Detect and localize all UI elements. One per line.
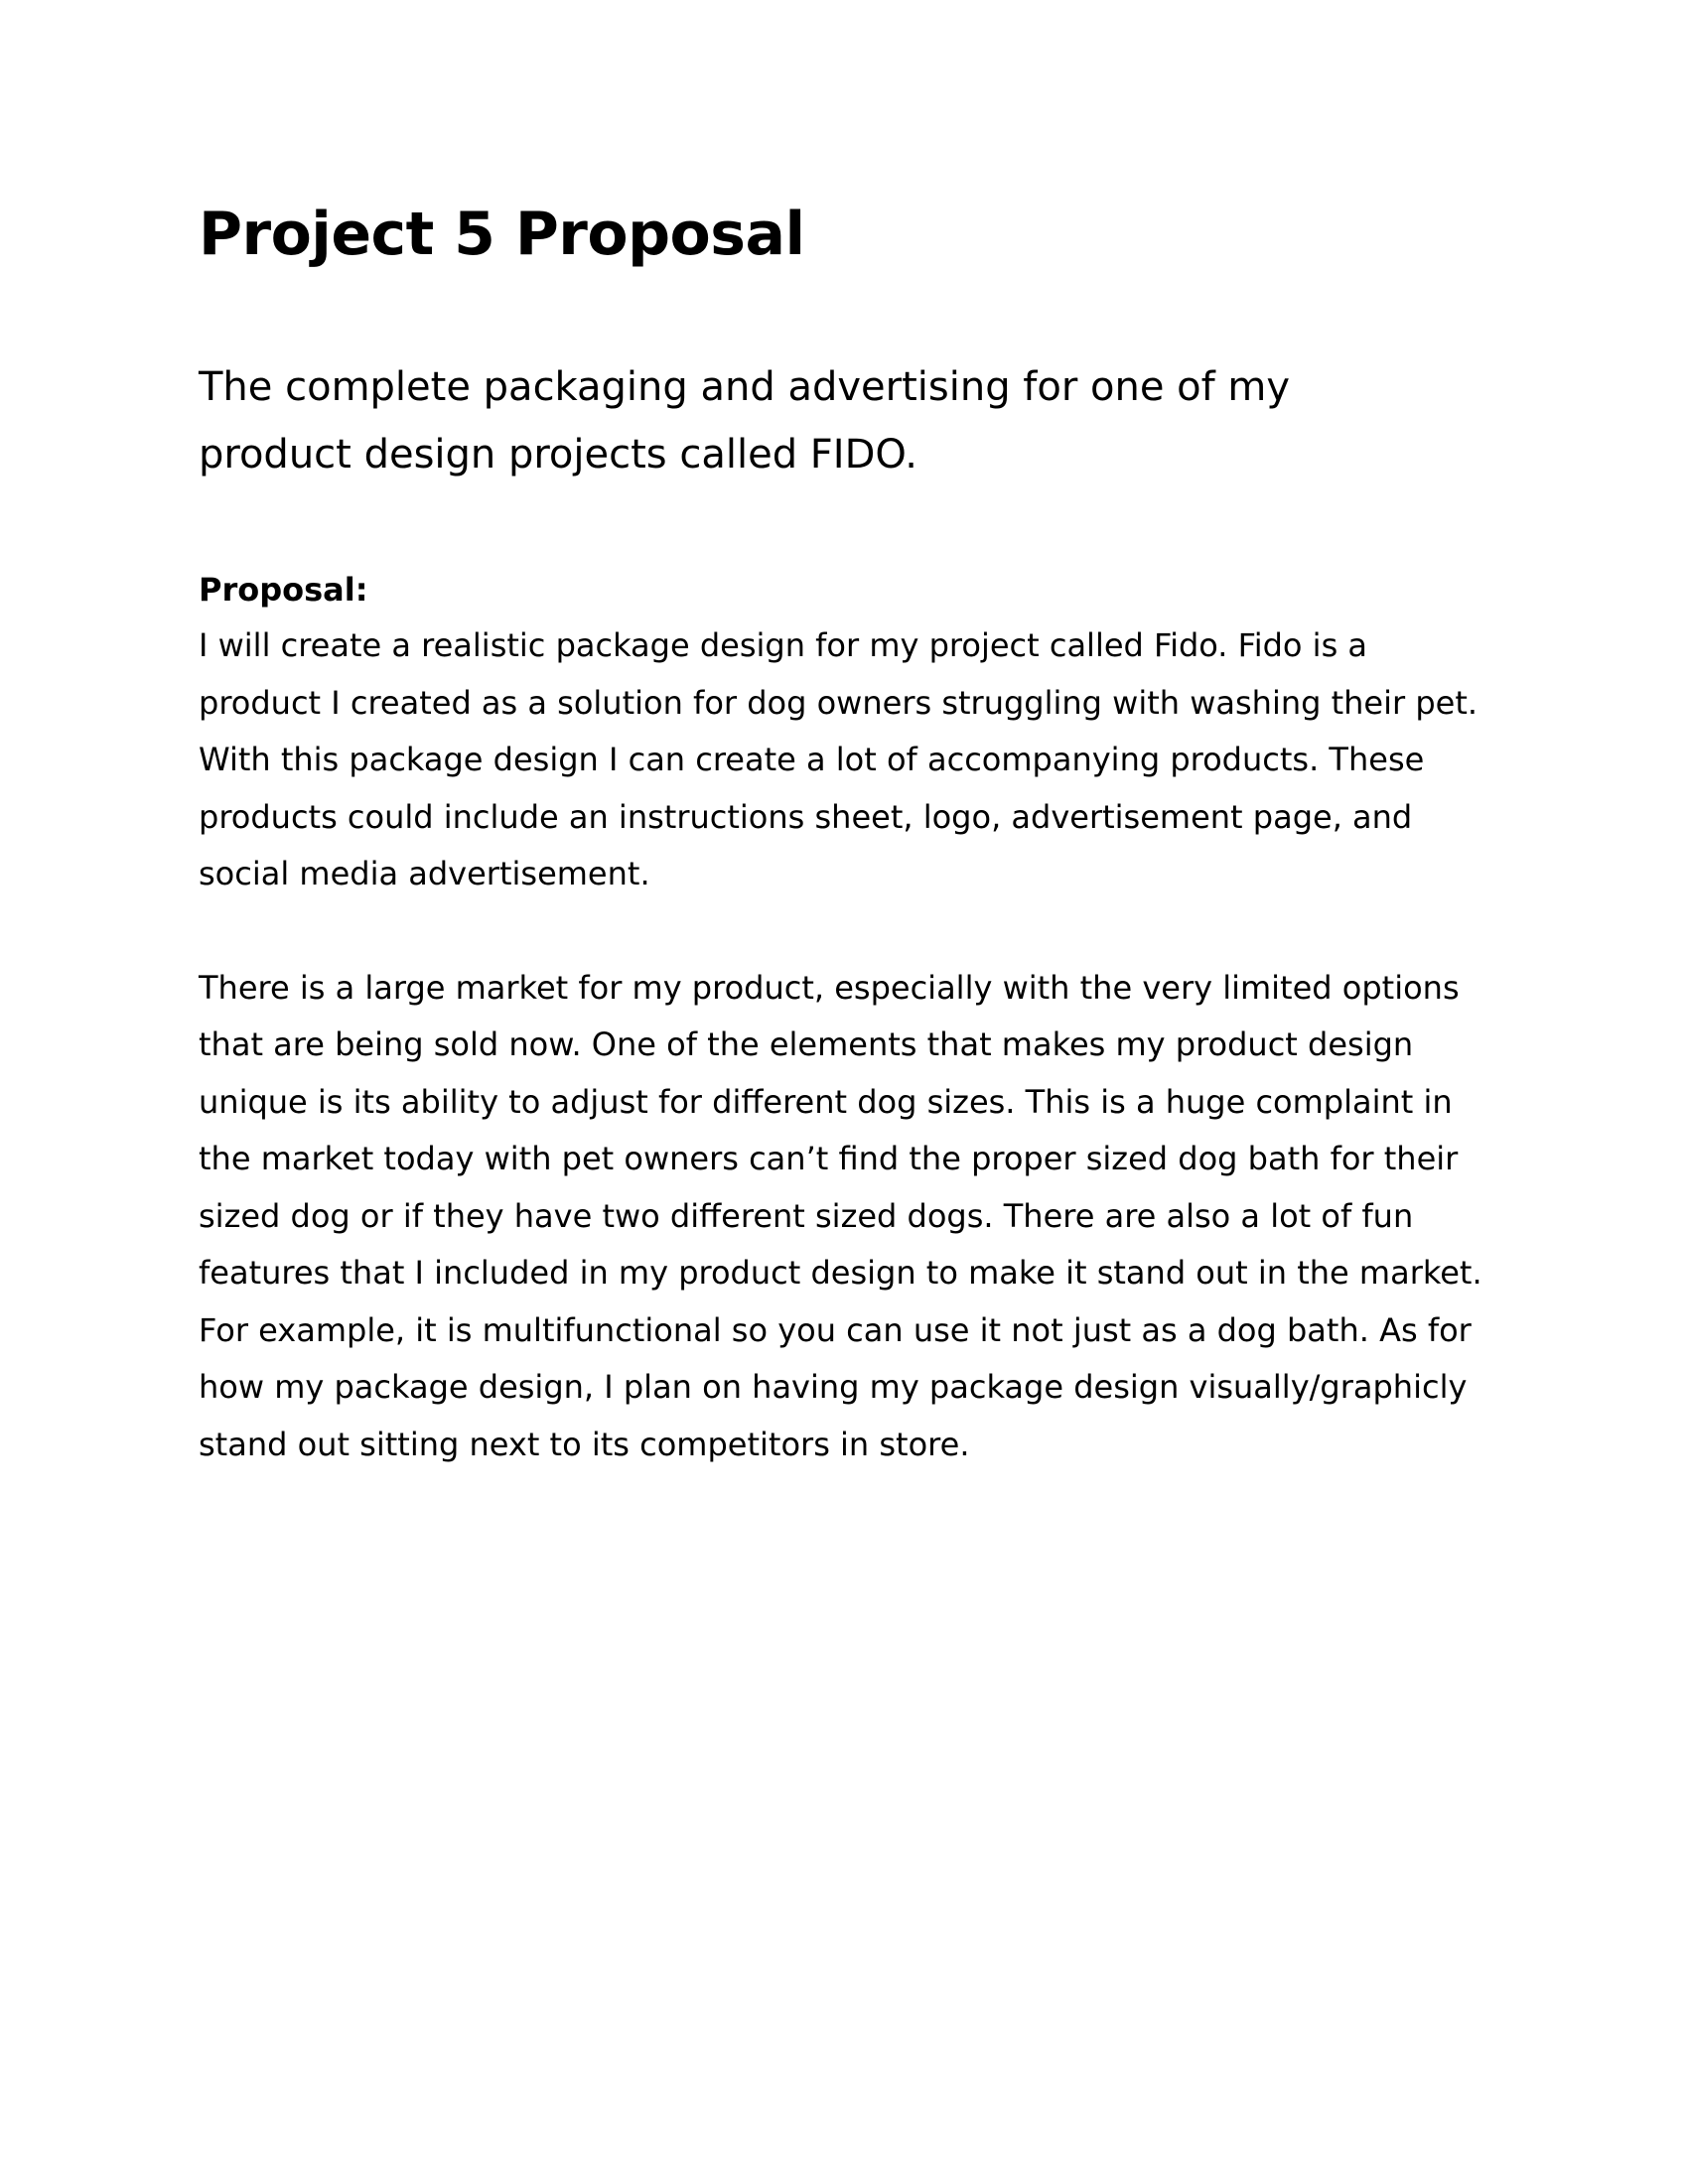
proposal-paragraph-2: There is a large market for my product, especially with the very limited options that are being sold now. One of the elements that makes my product design unique is its ability to adjust for different dog sizes. This is a huge complaint in the market today with pet owners can’t find the proper sized dog bath for their sized dog or if they have two different sized dogs. There are also a lot of fun features that I included in my product design to make it stand out in the market. For example, it is multifunctional so you can use it not just as a dog bath. As for how my package design, I plan on having my package design visually/graphicly stand out sitting next to its competitors in store. <box>199 968 1482 1463</box>
document-content <box>199 199 1489 1473</box>
document-subtitle: The complete packaging and advertising for one of my product design projects called FIDO. <box>199 364 1291 478</box>
proposal-paragraph-1: I will create a realistic package design for my project called Fido. Fido is a product I created as a solution for dog owners struggling with washing their pet. With this package design I can create a lot of accompanying products. These products could include an instructions sheet, logo, advertisement page, and social media advertisement. <box>199 626 1478 892</box>
page-title: Project 5 Proposal <box>199 200 805 269</box>
proposal-heading: Proposal: <box>199 571 368 609</box>
